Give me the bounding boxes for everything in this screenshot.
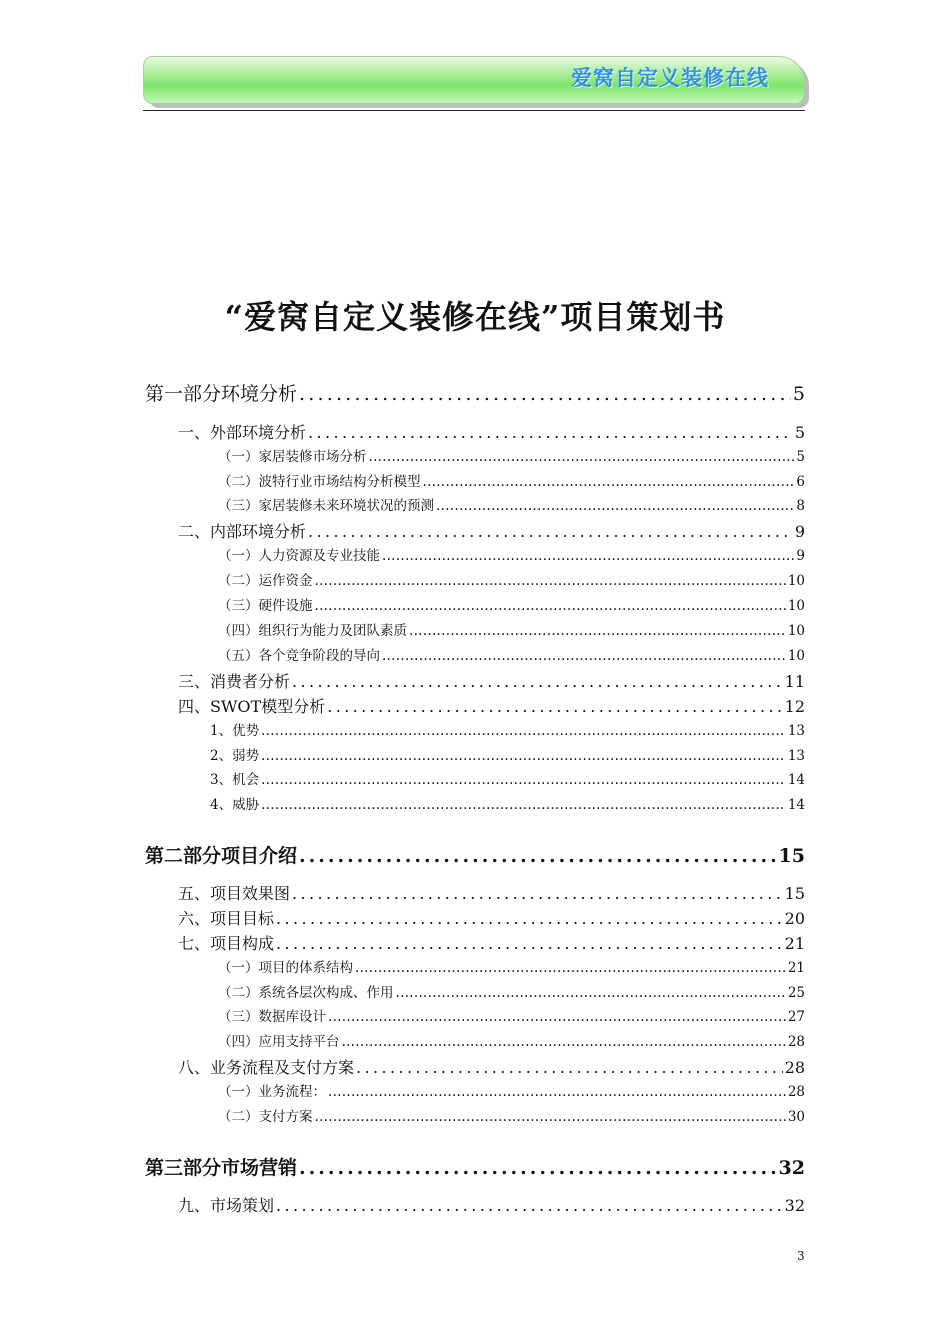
toc-leader — [396, 985, 786, 1001]
toc-entry-section[interactable] — [178, 694, 805, 717]
toc-number: 三、 — [178, 672, 211, 691]
toc-number: 第三部分 — [145, 1157, 222, 1179]
banner-title: 爱窝自定义装修在线 — [571, 66, 769, 90]
toc-entry-subsection[interactable] — [218, 470, 805, 490]
toc-number: （二） — [218, 985, 259, 1001]
toc-leader — [369, 449, 795, 465]
toc-label: 波特行业市场结构分析模型 — [258, 474, 421, 490]
toc-number: 五、 — [178, 884, 211, 903]
toc-number: 4、 — [210, 797, 233, 813]
toc-number: 六、 — [178, 909, 211, 928]
toc-entry-item[interactable] — [210, 719, 805, 739]
toc-page: 8 — [796, 498, 805, 514]
toc-page: 13 — [787, 748, 805, 764]
toc-leader — [299, 1157, 777, 1179]
toc-entry-subsection[interactable] — [218, 644, 805, 664]
toc-page: 9 — [796, 548, 805, 564]
toc-entry-subsection[interactable] — [218, 1005, 805, 1025]
toc-label: 项目的体系结构 — [258, 960, 353, 976]
toc-number: （一） — [218, 449, 259, 465]
toc-number: （三） — [218, 598, 259, 614]
toc-label: 家居装修市场分析 — [258, 449, 367, 465]
toc-page: 10 — [787, 623, 805, 639]
toc-label: 硬件设施 — [258, 598, 313, 614]
toc-leader — [261, 723, 786, 739]
toc-label: 项目构成 — [210, 934, 275, 953]
toc-number: （三） — [218, 1009, 259, 1025]
toc-page: 32 — [784, 1196, 805, 1215]
header-rule — [143, 110, 805, 111]
toc-entry-item[interactable] — [210, 744, 805, 764]
toc-entry-section[interactable] — [178, 931, 805, 954]
toc-leader — [276, 934, 783, 953]
toc-entry-subsection[interactable] — [218, 619, 805, 639]
toc-leader — [292, 672, 783, 691]
toc-page: 11 — [784, 672, 805, 691]
toc-page: 21 — [784, 934, 805, 953]
toc-entry-subsection[interactable] — [218, 1080, 805, 1100]
toc-entry-part-3[interactable] — [145, 1153, 805, 1180]
toc-page: 28 — [787, 1084, 805, 1100]
toc-entry-section[interactable] — [178, 519, 805, 542]
toc-number: 1、 — [210, 723, 233, 739]
toc-label: 优势 — [232, 723, 260, 739]
toc-label: 运作资金 — [258, 573, 313, 589]
toc-number: （三） — [218, 498, 259, 514]
toc-leader — [355, 960, 786, 976]
toc-number: 七、 — [178, 934, 211, 953]
toc-leader — [423, 474, 795, 490]
toc-page: 10 — [787, 573, 805, 589]
toc-page: 28 — [787, 1034, 805, 1050]
toc-page: 10 — [787, 648, 805, 664]
toc-label: 外部环境分析 — [210, 423, 307, 442]
toc-leader — [382, 548, 794, 564]
toc-entry-subsection[interactable] — [218, 494, 805, 514]
toc-label: 业务流程及支付方案 — [210, 1058, 355, 1077]
toc-page: 12 — [784, 697, 805, 716]
toc-page: 13 — [787, 723, 805, 739]
toc-number: 九、 — [178, 1196, 211, 1215]
toc-number: （二） — [218, 1109, 259, 1125]
toc-page: 25 — [787, 985, 805, 1001]
toc-label: 威胁 — [232, 797, 260, 813]
toc-label: 各个竞争阶段的导向 — [258, 648, 380, 664]
toc-page: 14 — [787, 772, 805, 788]
toc-entry-section[interactable] — [178, 906, 805, 929]
toc-page: 10 — [787, 598, 805, 614]
toc-number: 八、 — [178, 1058, 211, 1077]
toc-entry-subsection[interactable] — [218, 1030, 805, 1050]
toc-label: 机会 — [232, 772, 260, 788]
toc-label: 消费者分析 — [210, 672, 291, 691]
toc-page: 5 — [796, 449, 805, 465]
toc-number: 四、 — [178, 697, 211, 716]
toc-number: （五） — [218, 648, 259, 664]
toc-leader — [261, 797, 786, 813]
toc-page: 5 — [794, 423, 805, 442]
toc-leader — [276, 909, 783, 928]
toc-leader — [315, 1109, 786, 1125]
toc-number: （二） — [218, 474, 259, 490]
header-banner — [143, 56, 805, 104]
toc-label: 人力资源及专业技能 — [258, 548, 380, 564]
toc-label: 市场营销 — [221, 1157, 298, 1179]
toc-leader — [261, 748, 786, 764]
toc-entry-section[interactable] — [178, 881, 805, 904]
toc-entry-section[interactable] — [178, 1193, 805, 1216]
toc-leader — [308, 522, 793, 541]
toc-page: 32 — [778, 1157, 805, 1179]
toc-number: （四） — [218, 1034, 259, 1050]
toc-leader — [382, 648, 786, 664]
toc-label: 环境分析 — [221, 383, 298, 405]
toc-leader — [436, 498, 794, 514]
toc-number: 3、 — [210, 772, 233, 788]
toc-leader — [327, 697, 782, 716]
toc-entry-section[interactable] — [178, 669, 805, 692]
toc-entry-subsection[interactable] — [218, 981, 805, 1001]
toc-leader — [276, 1196, 783, 1215]
page-number: 3 — [797, 1249, 805, 1263]
toc-entry-subsection[interactable] — [218, 1105, 805, 1125]
toc-entry-subsection[interactable] — [218, 594, 805, 614]
toc-leader — [328, 1009, 786, 1025]
toc-label: 业务流程： — [258, 1084, 326, 1100]
toc-page: 27 — [787, 1009, 805, 1025]
toc-entry-item[interactable] — [210, 793, 805, 813]
toc-leader — [308, 423, 793, 442]
toc-leader — [299, 845, 777, 867]
toc-entry-subsection[interactable] — [218, 445, 805, 465]
toc-page: 21 — [787, 960, 805, 976]
toc-number: 第二部分 — [145, 845, 222, 867]
toc-number: （一） — [218, 1084, 259, 1100]
toc-label: 项目效果图 — [210, 884, 291, 903]
toc-label: 支付方案 — [258, 1109, 313, 1125]
toc-leader — [315, 598, 786, 614]
toc-label: SWOT模型分析 — [210, 697, 326, 716]
toc-label: 内部环境分析 — [210, 522, 307, 541]
toc-entry-subsection[interactable] — [218, 544, 805, 564]
toc-page: 14 — [787, 797, 805, 813]
toc-number: 第一部分 — [145, 383, 222, 405]
toc-leader — [328, 1084, 786, 1100]
toc-leader — [342, 1034, 786, 1050]
toc-number: 一、 — [178, 423, 211, 442]
toc-leader — [409, 623, 786, 639]
toc-entry-subsection[interactable] — [218, 956, 805, 976]
toc-number: 二、 — [178, 522, 211, 541]
toc-number: （一） — [218, 548, 259, 564]
toc-label: 项目介绍 — [221, 845, 298, 867]
toc-page: 20 — [784, 909, 805, 928]
toc-page: 5 — [792, 383, 805, 405]
toc-leader — [299, 383, 791, 405]
toc-label: 组织行为能力及团队素质 — [258, 623, 407, 639]
toc-page: 30 — [787, 1109, 805, 1125]
toc-number: （一） — [218, 960, 259, 976]
toc-entry-part-1[interactable] — [145, 379, 805, 406]
toc-leader — [315, 573, 786, 589]
toc-entry-section[interactable] — [178, 1055, 805, 1078]
toc-label: 家居装修未来环境状况的预测 — [258, 498, 434, 514]
toc-label: 弱势 — [232, 748, 260, 764]
toc-label: 市场策划 — [210, 1196, 275, 1215]
toc-label: 项目目标 — [210, 909, 275, 928]
toc-leader — [292, 884, 783, 903]
toc-page: 15 — [784, 884, 805, 903]
toc-label: 系统各层次构成、作用 — [258, 985, 394, 1001]
toc-entry-item[interactable] — [210, 768, 805, 788]
toc-page: 6 — [796, 474, 805, 490]
toc-number: 2、 — [210, 748, 233, 764]
toc-entry-section[interactable] — [178, 420, 805, 443]
toc-page: 9 — [794, 522, 805, 541]
toc-entry-subsection[interactable] — [218, 569, 805, 589]
toc-label: 数据库设计 — [258, 1009, 326, 1025]
toc-page: 15 — [778, 845, 805, 867]
toc-label: 应用支持平台 — [258, 1034, 340, 1050]
toc-number: （二） — [218, 573, 259, 589]
toc-page: 28 — [784, 1058, 805, 1077]
toc-leader — [261, 772, 786, 788]
toc-number: （四） — [218, 623, 259, 639]
document-title: “爱窝自定义装修在线”项目策划书 — [224, 298, 726, 336]
toc-entry-part-2[interactable] — [145, 841, 805, 868]
toc-leader — [356, 1058, 783, 1077]
